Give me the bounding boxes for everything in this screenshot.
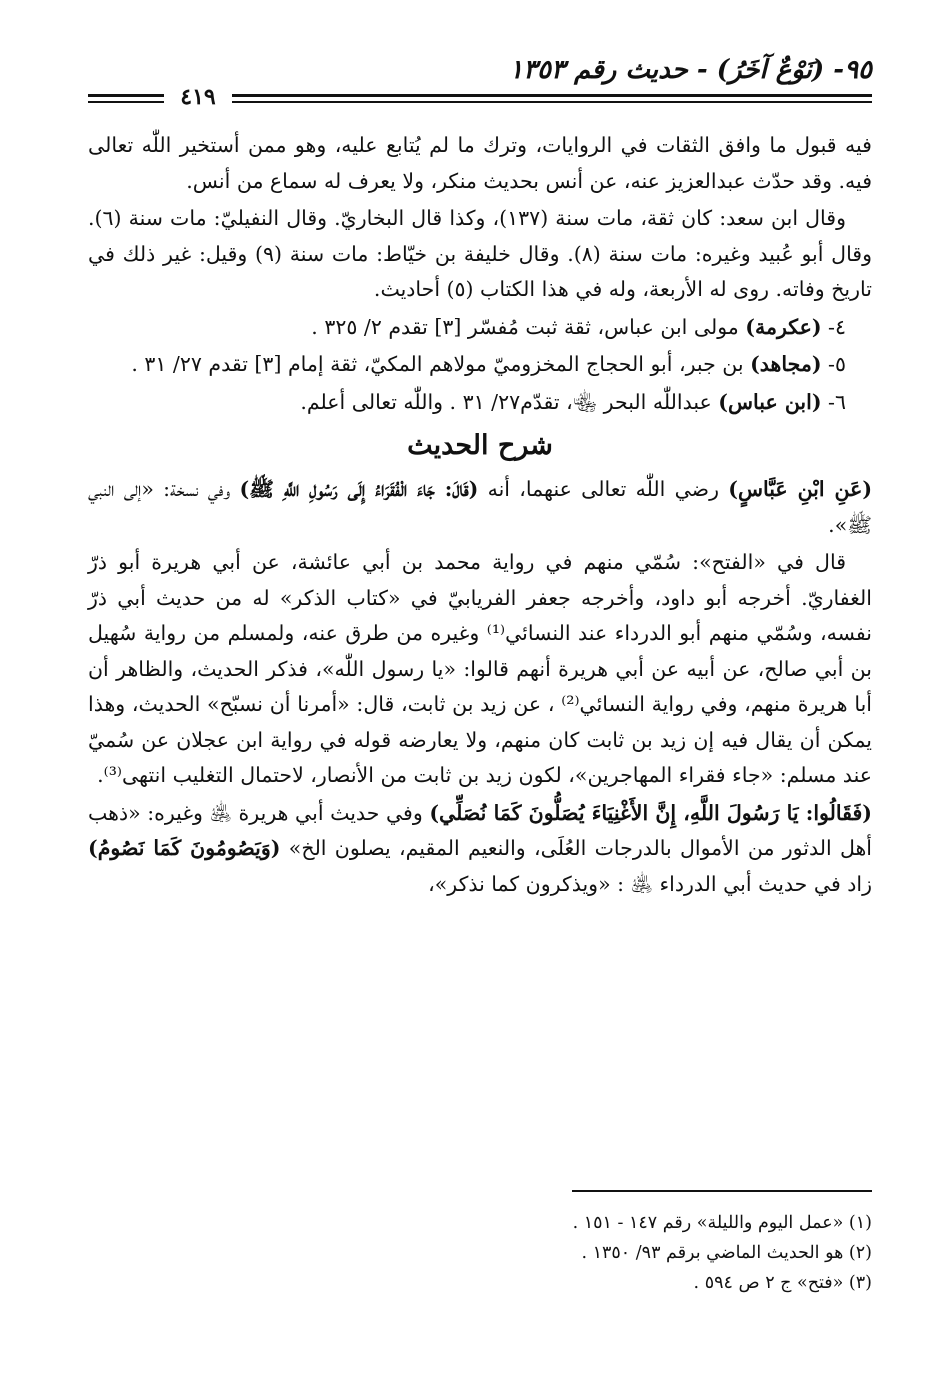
hadith-text: (قَالَ: جَاءَ الْفُقَرَاءُ إِلَى رَسُولِ اللَّهِ ﷺ) [239, 477, 479, 501]
narrator-details: عبداللّٰه البحر ﵄، تقدّم٢٧/ ٣١ . واللّٰه تعالى أعلم. [300, 389, 719, 414]
commentary-text: رضي اللّٰه تعالى عنهما، أنه [478, 477, 729, 501]
footnotes [300, 1208, 872, 1298]
paragraph: قال في «الفتح»: سُمّي منهم في رواية محمد بن أبي عائشة، عن أبي هريرة أبو ذرّ الغفاريّ. أخرجه أبو داود، وأخرجه جعفر الفريابيّ في «كتاب الذكر» له من حديث أبي ذرّ نفسه، وسُمّي منهم أبو الدرداء عند النسائي⁽¹⁾ وغيره من طرق عنه، ولمسلم من رواية سُهيل بن أبي صالح، عن أبيه عن أبي هريرة أنهم قالوا: «يا رسول اللّٰه»، فذكر الحديث، والظاهر أن أبا هريرة منهم، وفي رواية النسائي⁽²⁾ ، عن زيد بن ثابت، قال: «أمرنا أن نسبّح» الحديث، وهذا يمكن أن يقال فيه إن زيد بن ثابت كان منهم، ولا يعارضه قوله في رواية ابن عجلان عن سُميّ عند مسلم: «جاء فقراء المهاجرين»، لكون زيد بن ثابت من الأنصار، لاحتمال التغليب انتهى⁽³⁾. [88, 550, 872, 787]
header-rule [232, 101, 872, 103]
section-heading: شرح الحديث [407, 430, 553, 461]
header-rule [232, 94, 872, 97]
header-rule [88, 94, 164, 97]
commentary-text: زاد في حديث أبي الدرداء ﵁ : «ويذكرون كما نذكر»، [428, 871, 872, 896]
paragraph: وقال ابن سعد: كان ثقة، مات سنة (١٣٧)، وكذا قال البخاريّ. وقال النفيليّ: مات سنة (٦). وقال أبو عُبيد وغيره: مات سنة (٨). وقال خليفة بن خيّاط: مات سنة (٩) وقيل: غير ذلك في تاريخ وفاته. روى له الأربعة، وله في هذا الكتاب (٥) أحاديث. [88, 206, 873, 301]
narrator-number: ٥- [821, 352, 846, 376]
narrator-details: بن جبر، أبو الحجاج المخزوميّ مولاهم المكيّ، ثقة إمام [٣] تقدم ٢٧/ ٣١ . [131, 352, 751, 376]
paragraph [88, 472, 872, 543]
hadith-text: (عَنِ ابْنِ عَبَّاسٍ) [728, 477, 873, 501]
narrator-number: ٦- [821, 389, 846, 414]
paragraph [88, 796, 872, 903]
narrator-entry [88, 347, 872, 383]
footnote: (٣) «فتح» ج ٢ ص ٥٩٤ . [693, 1273, 872, 1293]
narrator-name: (ابن عباس) [718, 389, 822, 414]
narrator-name: (عكرمة) [745, 314, 822, 339]
running-title: ٩٥- (نَوْعٌ آخَرُ) - حديث رقم ١٣٥٣ [509, 55, 872, 85]
narrator-details: مولى ابن عباس، ثقة ثبت مُفسّر [٣] تقدم ٢/ ٣٢٥ . [311, 314, 746, 339]
commentary-text: وفي نسخة: «إلى النبي ﷺ». [88, 477, 872, 537]
narrator-entry [88, 385, 872, 421]
footnote: (٢) هو الحديث الماضي برقم ٩٣/ ١٣٥٠ . [581, 1243, 872, 1263]
narrator-number: ٤- [821, 314, 846, 339]
header-rule [88, 101, 164, 103]
narrator-entry [88, 310, 872, 346]
hadith-text: (فَقَالُوا: يَا رَسُولَ اللَّهِ، إِنَّ الأَغْنِيَاءَ يُصَلُّونَ كَمَا نُصَلِّي) [429, 800, 872, 825]
footnote: (١) «عمل اليوم والليلة» رقم ١٤٧ - ١٥١ . [572, 1213, 872, 1233]
page-number: ٤١٩ [180, 84, 216, 110]
main-text [88, 128, 872, 902]
paragraph: فيه قبول ما وافق الثقات في الروايات، وترك ما لم يُتابع عليه، وهو ممن أستخير اللّٰه تعالى فيه. وقد حدّث عبدالعزيز عنه، عن أنس بحديث منكر، ولا يعرف له سماع من أنس. [88, 133, 872, 193]
hadith-text: (وَيَصُومُونَ كَمَا نَصُومُ) [88, 836, 281, 860]
commentary-text: وفي حديث أبي هريرة ﵁ وغيره: «ذهب أهل الدثور من الأموال بالدرجات العُلَى، والنعيم المقيم، يصلون الخ» [88, 800, 872, 860]
footnote-separator [572, 1190, 872, 1192]
narrator-name: (مجاهد) [750, 352, 822, 376]
